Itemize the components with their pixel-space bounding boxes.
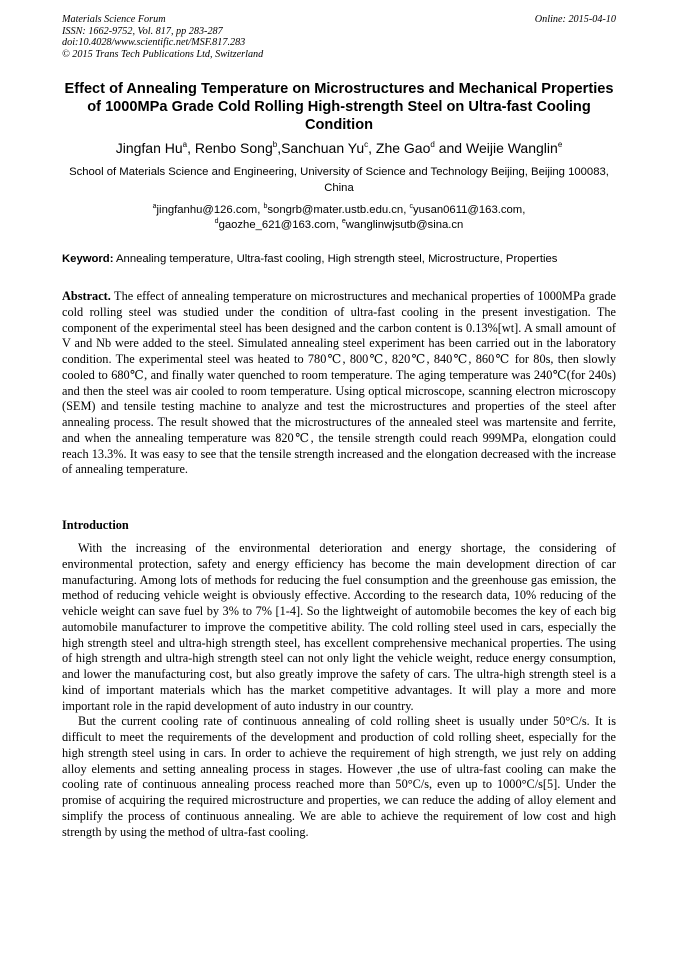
affiliation: School of Materials Science and Engineering, University of Science and Technology Beijing, Beijing 100083, China bbox=[69, 166, 609, 194]
author-affil-mark: d bbox=[430, 140, 435, 149]
email-address: gaozhe_621@163.com bbox=[218, 218, 336, 231]
author-affil-mark: e bbox=[557, 140, 563, 149]
online-date: Online: 2015-04-10 bbox=[534, 14, 616, 25]
author-name: Zhe Gao bbox=[375, 140, 431, 156]
email-address: songrb@mater.ustb.edu.cn bbox=[267, 204, 404, 216]
email-mark: b bbox=[263, 203, 268, 210]
keywords-label: Keyword: bbox=[62, 253, 114, 265]
issn-line: ISSN: 1662-9752, Vol. 817, pp 283-287 bbox=[62, 25, 223, 37]
author-name: Renbo Song bbox=[194, 140, 273, 156]
journal-name: Materials Science Forum bbox=[62, 14, 166, 25]
author: Sanchuan Yu$^c$, bbox=[281, 140, 376, 156]
author-list bbox=[62, 139, 616, 157]
abstract-text: The effect of annealing temperature on microstructures and mechanical properties of 1000MPa grade cold rolling steel was studied under the condition of ultra-fast cooling in the present investigation. The component of the experimental steel has been designed and the carbon content is 0.13%[wt]. A small amount of V and Nb were added to the steel. Simulated annealing steel experiment has been carried out in the laboratory condition. The experimental steel was heated to 780℃, 800℃, 820℃, 840℃, 860℃ for 80s, then slowly cooled to 680℃, and finally water quenched to room temperature. The aging temperature was 240℃(for 240s) and then the steel was air cooled to room temperature. Using optical microscope, scanning electron microscopy (SEM) and tensile testing machine to analyze and test the microstructures and properties of the steel after annealing process. The result showed that the microstructures of the annealed steel was martensite and ferrite, and when the annealing temperature was 820℃, the tensile strength could reach 999MPa, elongation could reach 13.3%. It was easy to see that the tensile strength increased and the elongation decreased with the increase of annealing temperature. bbox=[62, 289, 616, 477]
author-name: Weijie Wanglin bbox=[465, 140, 558, 156]
abstract bbox=[62, 289, 616, 478]
email-mark: c bbox=[409, 203, 413, 210]
author bbox=[466, 140, 562, 156]
section-heading-introduction: Introduction bbox=[62, 518, 129, 532]
doi-line: doi:10.4028/www.scientific.net/MSF.817.283 bbox=[62, 37, 246, 48]
paragraph: With the increasing of the environmental deterioration and energy shortage, the considering of environmental protection, safety and energy efficiency has become the main development direction of car manufacturing. Among lots of methods for reducing the fuel consumption and the greenhouse gas emission, the method of reducing vehicle weight is obviously effective. According to the research data, 10% reducing of the vehicle weight can save fuel by 3% to 7% [1-4]. So the lightweight of automobile becomes the key of each big automobile manufacturer to improve the competitive ability. The cold rolling steel used in cars, especially the high strength steel and ultra-high strength steel, has excellent comprehensive mechanical properties. The using of high strength and ultra-high strength steel can not only light the vehicle weight, reduce energy consumption, and lower the manufacturing cost, but also greatly improve the safety of cars. The ultra-high strength steel is a kind of important materials which has the market competitive advantages. It will play a more and more important role in the rapid development of auto industry in our country. bbox=[62, 541, 616, 713]
author-name: Jingfan Hu bbox=[115, 140, 183, 156]
introduction-body bbox=[62, 541, 616, 840]
email-address: yusan0611@163.com bbox=[412, 204, 523, 216]
paragraph: But the current cooling rate of continuous annealing of cold rolling sheet is usually under 50°C/s. It is difficult to meet the requirements of the development and production of cold rolling sheet, especially for the high strength steel using in cars. In order to achieve the requirement of high strength, we just rely on adding alloy elements and setting annealing process in stages. However ,the use of ultra-fast cooling can make the cooling rate of continuous annealing process reached more than 50°C/s, even up to 1000°C/s[5]. Under the promise of acquiring the required microstructure and properties, we can reduce the adding of alloy element and simplify the process of continuous annealing. We are able to achieve the requirement of low cost and high strength by using the method of ultra-fast cooling. bbox=[62, 714, 616, 839]
paper-title: Effect of Annealing Temperature on Microstructures and Mechanical Properties of 1000MPa Grade Cold Rolling High-strength Steel on Ultra-fast Cooling Condition bbox=[64, 81, 614, 134]
journal-header bbox=[62, 14, 616, 60]
keywords-text: Annealing temperature, Ultra-fast cooling, High strength steel, Microstructure, Properties bbox=[113, 253, 558, 265]
author-affil-mark: b bbox=[272, 140, 278, 149]
copyright-line: © 2015 Trans Tech Publications Ltd, Switzerland bbox=[62, 48, 264, 60]
email-mark: a bbox=[152, 203, 157, 210]
author-affil-mark: c bbox=[364, 140, 369, 149]
email-mark: e bbox=[341, 217, 346, 225]
email-mark: d bbox=[214, 217, 219, 225]
author-name: Sanchuan Yu bbox=[281, 140, 365, 156]
author: Zhe Gao$^d$ and bbox=[375, 140, 466, 156]
author: Renbo Song$^b$, bbox=[194, 140, 282, 156]
abstract-label: Abstract. bbox=[62, 289, 111, 303]
email-address: wanglinwjsutb@sina.cn bbox=[345, 218, 464, 231]
email-list: $^a$jingfanhu@126.com, $^b$songrb@mater.ustb.edu.cn, $^c$yusan0611@163.com, $^d$gaozhe_621@163.com, $^e$wanglinwjsutb@sina.cn bbox=[152, 203, 526, 231]
email-address: jingfanhu@126.com bbox=[156, 204, 258, 216]
keywords bbox=[62, 252, 616, 267]
author-affil-mark: a bbox=[182, 140, 188, 149]
author: Jingfan Hu$^a$, bbox=[115, 140, 195, 156]
